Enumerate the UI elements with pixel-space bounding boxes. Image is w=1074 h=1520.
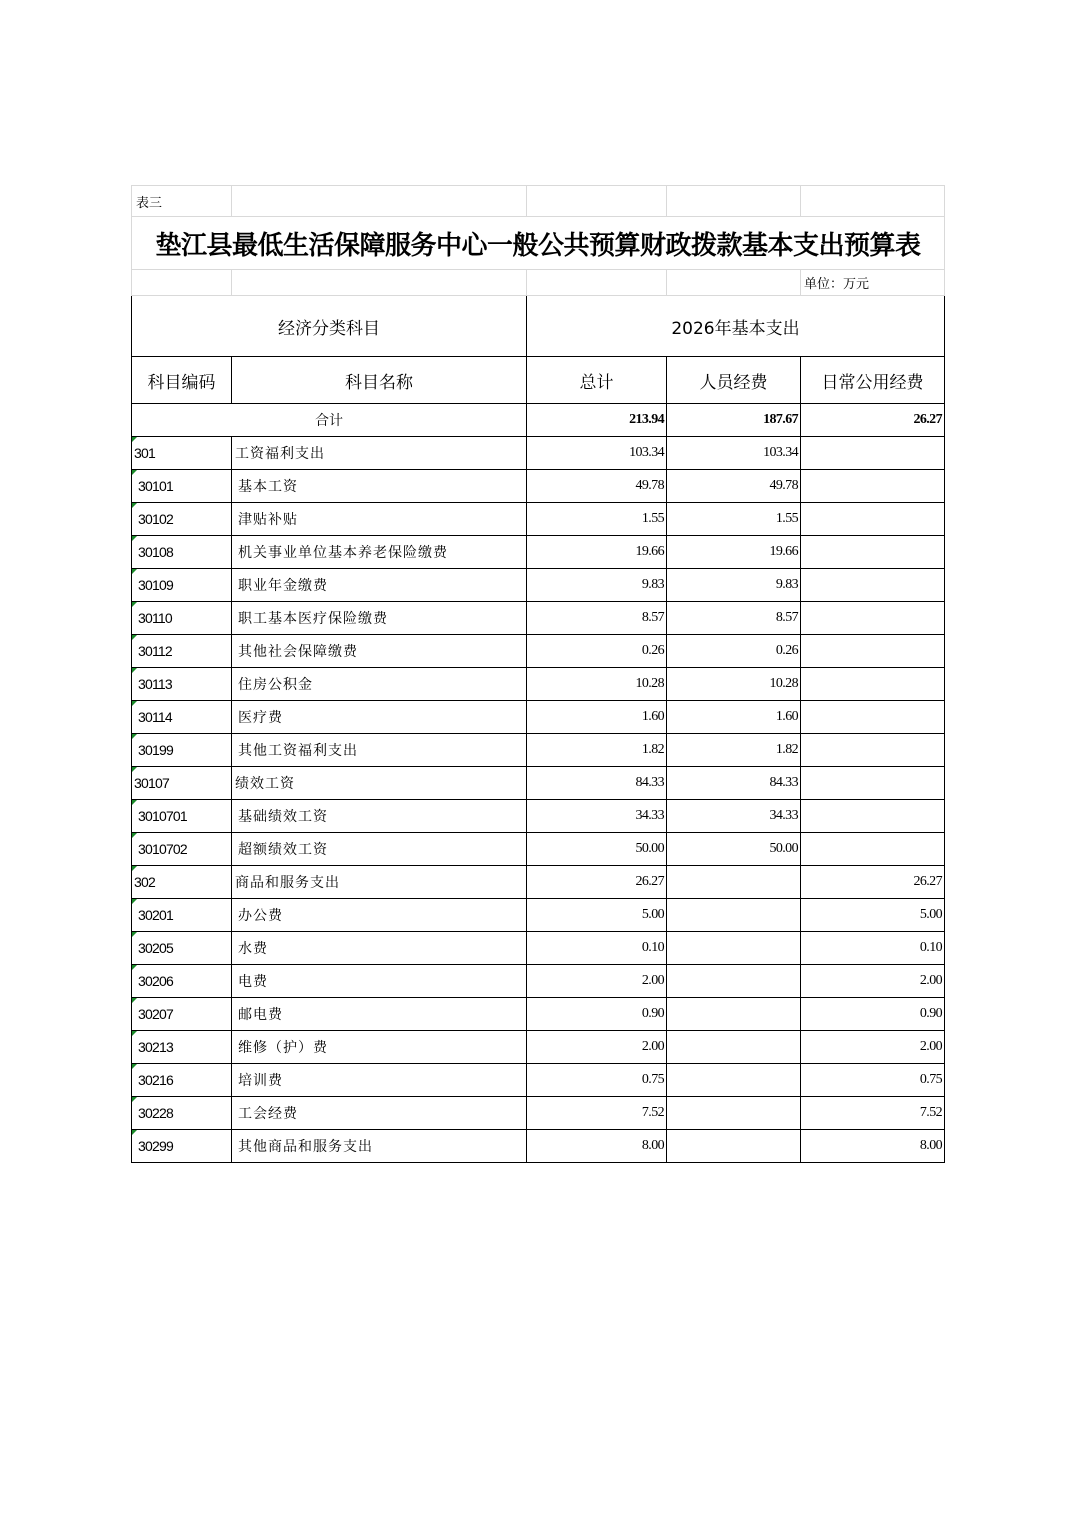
row-public	[801, 800, 945, 833]
row-personnel: 34.33	[667, 800, 801, 833]
row-total: 0.75	[527, 1064, 667, 1097]
row-name: 职业年金缴费	[232, 569, 527, 602]
header-name: 科目名称	[232, 357, 527, 404]
table-row	[132, 800, 945, 833]
row-name: 其他工资福利支出	[232, 734, 527, 767]
table-row	[132, 998, 945, 1031]
row-personnel: 8.57	[667, 602, 801, 635]
row-total: 2.00	[527, 965, 667, 998]
total-row	[132, 404, 945, 437]
row-name: 超额绩效工资	[232, 833, 527, 866]
row-personnel: 103.34	[667, 437, 801, 470]
table-row	[132, 668, 945, 701]
table-row	[132, 437, 945, 470]
label-row	[132, 186, 945, 217]
row-personnel	[667, 1064, 801, 1097]
table-row	[132, 833, 945, 866]
row-personnel: 84.33	[667, 767, 801, 800]
row-total: 84.33	[527, 767, 667, 800]
table-row	[132, 569, 945, 602]
row-public: 0.75	[801, 1064, 945, 1097]
table-row	[132, 866, 945, 899]
unit-row	[132, 270, 945, 296]
header-public: 日常公用经费	[801, 357, 945, 404]
row-code: 30207	[132, 998, 232, 1031]
row-code: 30213	[132, 1031, 232, 1064]
table-row	[132, 1097, 945, 1130]
row-total: 0.10	[527, 932, 667, 965]
row-personnel: 10.28	[667, 668, 801, 701]
row-public	[801, 536, 945, 569]
row-total: 5.00	[527, 899, 667, 932]
total-public: 26.27	[801, 404, 945, 437]
header-basic-expenditure: 2026年基本支出	[527, 296, 945, 357]
total-total: 213.94	[527, 404, 667, 437]
row-name: 其他商品和服务支出	[232, 1130, 527, 1163]
row-name: 职工基本医疗保险缴费	[232, 602, 527, 635]
row-total: 8.00	[527, 1130, 667, 1163]
row-code: 30114	[132, 701, 232, 734]
total-personnel: 187.67	[667, 404, 801, 437]
header-total: 总计	[527, 357, 667, 404]
row-name: 津贴补贴	[232, 503, 527, 536]
row-total: 8.57	[527, 602, 667, 635]
row-total: 103.34	[527, 437, 667, 470]
row-code: 30112	[132, 635, 232, 668]
row-total: 26.27	[527, 866, 667, 899]
row-public	[801, 635, 945, 668]
row-name: 水费	[232, 932, 527, 965]
row-name: 工资福利支出	[232, 437, 527, 470]
row-name: 机关事业单位基本养老保险缴费	[232, 536, 527, 569]
table-row	[132, 1130, 945, 1163]
row-personnel: 50.00	[667, 833, 801, 866]
table-row	[132, 1031, 945, 1064]
row-public: 0.10	[801, 932, 945, 965]
row-public	[801, 767, 945, 800]
table-row	[132, 965, 945, 998]
row-personnel: 1.55	[667, 503, 801, 536]
row-name: 邮电费	[232, 998, 527, 1031]
table-row	[132, 932, 945, 965]
row-code: 3010702	[132, 833, 232, 866]
row-total: 2.00	[527, 1031, 667, 1064]
row-personnel: 19.66	[667, 536, 801, 569]
row-total: 49.78	[527, 470, 667, 503]
row-public	[801, 734, 945, 767]
table-label: 表三	[132, 186, 232, 217]
row-name: 住房公积金	[232, 668, 527, 701]
row-public: 0.90	[801, 998, 945, 1031]
row-total: 9.83	[527, 569, 667, 602]
row-name: 工会经费	[232, 1097, 527, 1130]
row-code: 301	[132, 437, 232, 470]
row-personnel	[667, 866, 801, 899]
row-code: 30102	[132, 503, 232, 536]
row-name: 培训费	[232, 1064, 527, 1097]
header-column-row	[132, 357, 945, 404]
row-name: 商品和服务支出	[232, 866, 527, 899]
page-title: 垫江县最低生活保障服务中心一般公共预算财政拨款基本支出预算表	[132, 217, 945, 270]
row-total: 1.60	[527, 701, 667, 734]
row-code: 30216	[132, 1064, 232, 1097]
row-total: 50.00	[527, 833, 667, 866]
row-public: 7.52	[801, 1097, 945, 1130]
row-code: 30206	[132, 965, 232, 998]
table-row	[132, 734, 945, 767]
row-public	[801, 470, 945, 503]
unit-label: 单位：万元	[801, 270, 945, 296]
table-row	[132, 470, 945, 503]
row-code: 30108	[132, 536, 232, 569]
row-total: 10.28	[527, 668, 667, 701]
header-personnel: 人员经费	[667, 357, 801, 404]
row-personnel	[667, 1031, 801, 1064]
row-public	[801, 701, 945, 734]
row-code: 302	[132, 866, 232, 899]
row-name: 维修（护）费	[232, 1031, 527, 1064]
title-row	[132, 217, 945, 270]
row-total: 19.66	[527, 536, 667, 569]
table-row	[132, 899, 945, 932]
row-name: 基本工资	[232, 470, 527, 503]
row-personnel: 0.26	[667, 635, 801, 668]
row-code: 30228	[132, 1097, 232, 1130]
row-code: 30199	[132, 734, 232, 767]
header-group-row	[132, 296, 945, 357]
header-code: 科目编码	[132, 357, 232, 404]
header-economic-category: 经济分类科目	[132, 296, 527, 357]
row-public: 5.00	[801, 899, 945, 932]
row-public: 8.00	[801, 1130, 945, 1163]
budget-table	[131, 185, 945, 1163]
row-public	[801, 668, 945, 701]
row-code: 3010701	[132, 800, 232, 833]
table-row	[132, 536, 945, 569]
row-personnel: 1.60	[667, 701, 801, 734]
row-name: 办公费	[232, 899, 527, 932]
row-personnel	[667, 1130, 801, 1163]
row-personnel	[667, 998, 801, 1031]
row-public	[801, 602, 945, 635]
row-code: 30110	[132, 602, 232, 635]
row-total: 0.90	[527, 998, 667, 1031]
row-name: 医疗费	[232, 701, 527, 734]
row-public	[801, 437, 945, 470]
row-name: 电费	[232, 965, 527, 998]
row-total: 34.33	[527, 800, 667, 833]
table-row	[132, 503, 945, 536]
row-name: 基础绩效工资	[232, 800, 527, 833]
total-label: 合计	[132, 404, 527, 437]
table-row	[132, 1064, 945, 1097]
row-code: 30299	[132, 1130, 232, 1163]
row-code: 30101	[132, 470, 232, 503]
row-personnel: 9.83	[667, 569, 801, 602]
row-total: 0.26	[527, 635, 667, 668]
row-public: 26.27	[801, 866, 945, 899]
row-total: 1.55	[527, 503, 667, 536]
row-code: 30201	[132, 899, 232, 932]
table-row	[132, 767, 945, 800]
row-code: 30109	[132, 569, 232, 602]
row-total: 7.52	[527, 1097, 667, 1130]
row-code: 30205	[132, 932, 232, 965]
row-personnel: 1.82	[667, 734, 801, 767]
row-personnel	[667, 1097, 801, 1130]
row-name: 其他社会保障缴费	[232, 635, 527, 668]
table-row	[132, 701, 945, 734]
row-personnel: 49.78	[667, 470, 801, 503]
row-name: 绩效工资	[232, 767, 527, 800]
row-public	[801, 569, 945, 602]
table-row	[132, 635, 945, 668]
row-personnel	[667, 965, 801, 998]
row-public	[801, 503, 945, 536]
row-code: 30107	[132, 767, 232, 800]
row-code: 30113	[132, 668, 232, 701]
row-personnel	[667, 932, 801, 965]
row-total: 1.82	[527, 734, 667, 767]
row-personnel	[667, 899, 801, 932]
row-public: 2.00	[801, 965, 945, 998]
row-public: 2.00	[801, 1031, 945, 1064]
row-public	[801, 833, 945, 866]
table-row	[132, 602, 945, 635]
